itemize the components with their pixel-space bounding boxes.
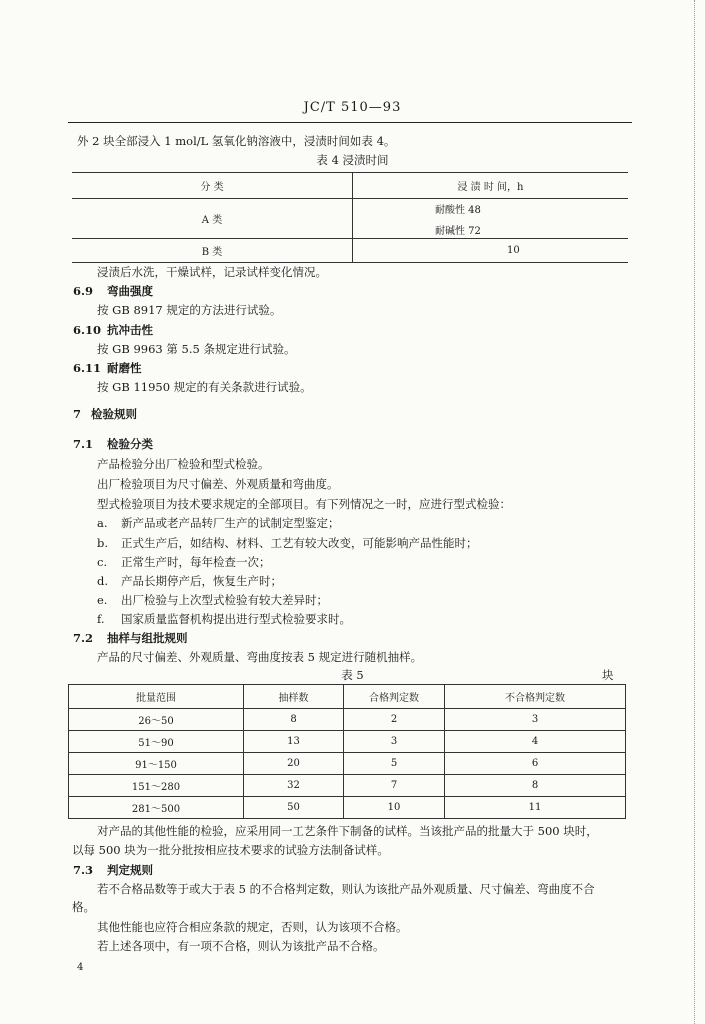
page-number: 4 xyxy=(77,962,84,973)
section-7-3-p2: 其他性能也应符合相应条款的规定，否则，认为该项不合格。 xyxy=(97,920,408,934)
intro-text: 外 2 块全部浸入 1 mol/L 氢氧化钠溶液中，浸渍时间如表 4。 xyxy=(77,134,396,148)
list-item: b. 正式生产后，如结构、材料、工艺有较大改变，可能影响产品性能时； xyxy=(97,536,478,550)
table4-a-acid: 耐酸性 48 xyxy=(435,204,481,216)
section-6-11-title: 6.11 耐磨性 xyxy=(73,361,142,375)
table5-header-accept: 合格判定数 xyxy=(344,685,445,709)
table5-caption: 表 5 xyxy=(341,668,364,682)
table5-cell: 32 xyxy=(244,775,344,797)
table5-cell: 26～50 xyxy=(69,709,244,731)
table5-header-reject: 不合格判定数 xyxy=(445,685,626,709)
section-7-1-p1: 产品检验分出厂检验和型式检验。 xyxy=(97,457,270,471)
table5-cell: 20 xyxy=(244,753,344,775)
table5-unit: 块 xyxy=(602,668,614,682)
section-7-2-body: 产品的尺寸偏差、外观质量、弯曲度按表 5 规定进行随机抽样。 xyxy=(97,650,423,664)
table-row xyxy=(69,797,626,819)
table-row xyxy=(69,753,626,775)
table5-cell: 5 xyxy=(344,753,445,775)
section-7-3-p1a: 若不合格品数等于或大于表 5 的不合格判定数，则认为该批产品外观质量、尺寸偏差、弯曲度不合 xyxy=(97,882,595,896)
section-6-11-body: 按 GB 11950 规定的有关条款进行试验。 xyxy=(97,380,312,394)
table5-cell: 151～280 xyxy=(69,775,244,797)
table5-cell: 6 xyxy=(445,753,626,775)
section-7-1-title: 7.1 检验分类 xyxy=(73,437,153,451)
table-row xyxy=(69,709,626,731)
table5-cell: 7 xyxy=(344,775,445,797)
table5-cell: 3 xyxy=(445,709,626,731)
table5-cell: 281～500 xyxy=(69,797,244,819)
list-item: a. 新产品或老产品转厂生产的试制定型鉴定； xyxy=(97,516,340,530)
table5-cell: 11 xyxy=(445,797,626,819)
section-7-3-p1b: 格。 xyxy=(72,900,95,914)
list-item: f. 国家质量监督机构提出进行型式检验要求时。 xyxy=(97,612,351,626)
table5-cell: 91～150 xyxy=(69,753,244,775)
section-7-2-title: 7.2 抽样与组批规则 xyxy=(73,631,188,645)
table4-cat-a: A 类 xyxy=(72,199,353,239)
table4-cat-b: B 类 xyxy=(72,239,353,263)
after-table5-line2: 以每 500 块为一批分批按相应技术要求的试验方法制备试样。 xyxy=(72,843,389,857)
section-6-10-body: 按 GB 9963 第 5.5 条规定进行试验。 xyxy=(97,342,296,356)
list-item: d. 产品长期停产后，恢复生产时； xyxy=(97,574,282,588)
table4-header-category: 分 类 xyxy=(72,173,353,199)
table-row xyxy=(72,199,628,239)
section-6-9-body: 按 GB 8917 规定的方法进行试验。 xyxy=(97,303,282,317)
table-row xyxy=(69,775,626,797)
list-item: e. 出厂检验与上次型式检验有较大差异时； xyxy=(97,593,328,607)
table5-header-sample-size: 抽样数 xyxy=(244,685,344,709)
table5-cell: 13 xyxy=(244,731,344,753)
section-7-1-p2: 出厂检验项目为尺寸偏差、外观质量和弯曲度。 xyxy=(97,477,339,491)
table5-cell: 4 xyxy=(445,731,626,753)
table4-header-time: 浸 渍 时 间，h xyxy=(353,173,629,199)
page-header: JC/T 510—93 xyxy=(303,100,402,115)
section-7-3-p3: 若上述各项中，有一项不合格，则认为该批产品不合格。 xyxy=(97,939,385,953)
table5-cell: 51～90 xyxy=(69,731,244,753)
table5-cell: 8 xyxy=(445,775,626,797)
header-rule xyxy=(68,122,632,123)
table4-caption: 表 4 浸渍时间 xyxy=(316,153,389,167)
after-table5-line1: 对产品的其他性能的检验，应采用同一工艺条件下制备的试样。当该批产品的批量大于 500 块时， xyxy=(97,824,598,838)
table5-header-lot-range: 批量范围 xyxy=(69,685,244,709)
table-row xyxy=(69,731,626,753)
table-5 xyxy=(68,684,626,819)
table4-b-time: 10 xyxy=(353,239,629,263)
table5-cell: 8 xyxy=(244,709,344,731)
table4-a-alkali: 耐碱性 72 xyxy=(435,225,481,237)
section-7-1-p3: 型式检验项目为技术要求规定的全部项目。有下列情况之一时，应进行型式检验： xyxy=(97,497,511,511)
section-7-title: 7 检验规则 xyxy=(73,407,137,421)
section-7-3-title: 7.3 判定规则 xyxy=(73,863,153,877)
table5-cell: 50 xyxy=(244,797,344,819)
table5-cell: 10 xyxy=(344,797,445,819)
scan-edge xyxy=(694,0,695,1024)
table-4 xyxy=(72,172,628,263)
list-item: c. 正常生产时，每年检查一次； xyxy=(97,555,271,569)
table5-cell: 2 xyxy=(344,709,445,731)
section-6-10-title: 6.10 抗冲击性 xyxy=(73,323,153,337)
after-table4-text: 浸渍后水洗，干燥试样，记录试样变化情况。 xyxy=(97,265,327,279)
table-row xyxy=(72,239,628,263)
table5-cell: 3 xyxy=(344,731,445,753)
section-6-9-title: 6.9 弯曲强度 xyxy=(73,284,153,298)
